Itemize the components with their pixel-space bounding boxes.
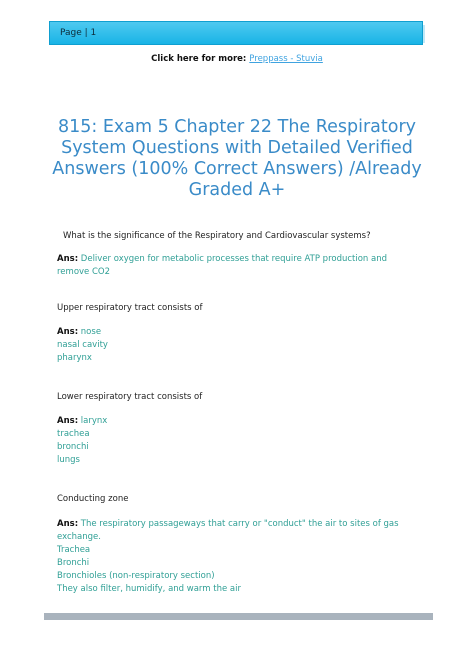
answer-line: lungs [57, 455, 80, 465]
document-title: 815: Exam 5 Chapter 22 The Respiratory System Questions with Detailed Verified Answers (100% Correct Answers) /Already Graded A+ [52, 117, 422, 200]
question-3: Lower respiratory tract consists of [57, 392, 203, 402]
ans-label: Ans: [57, 416, 79, 426]
answer-line: bronchi [57, 442, 89, 452]
more-link-line [0, 54, 474, 64]
answer-line: pharynx [57, 353, 92, 363]
more-link-prefix: Click here for more: [151, 54, 247, 64]
answer-line: Bronchioles (non-respiratory section) [57, 571, 215, 581]
page-footer-bar [44, 613, 433, 620]
question-2: Upper respiratory tract consists of [57, 303, 203, 313]
answer-line: trachea [57, 429, 90, 439]
ans-label: Ans: [57, 254, 79, 264]
question-4: Conducting zone [57, 494, 129, 504]
answer-line: exchange. [57, 532, 101, 542]
page-number-label: Page | 1 [60, 28, 97, 38]
answer-line: nose [80, 327, 102, 337]
header-bar-edge [423, 25, 425, 43]
question-1: What is the significance of the Respiratory and Cardiovascular systems? [63, 231, 371, 241]
ans-label: Ans: [57, 327, 79, 337]
answer-line: Bronchi [57, 558, 90, 568]
answer-4 [57, 518, 427, 596]
answer-line: nasal cavity [57, 340, 108, 350]
answer-line: Deliver oxygen for metabolic processes that require ATP production and [80, 254, 388, 264]
answer-line: Trachea [57, 545, 91, 555]
answer-line: remove CO2 [57, 267, 111, 277]
answer-2 [57, 326, 427, 365]
answer-line: They also filter, humidify, and warm the air [57, 584, 241, 594]
page-header-bar [49, 21, 423, 45]
answer-line: The respiratory passageways that carry or "conduct" the air to sites of gas [80, 519, 399, 529]
answer-line: larynx [80, 416, 108, 426]
answer-3 [57, 415, 427, 467]
answer-1 [57, 253, 427, 279]
ans-label: Ans: [57, 519, 79, 529]
preppass-stuvia-link[interactable]: Preppass - Stuvia [249, 54, 323, 64]
